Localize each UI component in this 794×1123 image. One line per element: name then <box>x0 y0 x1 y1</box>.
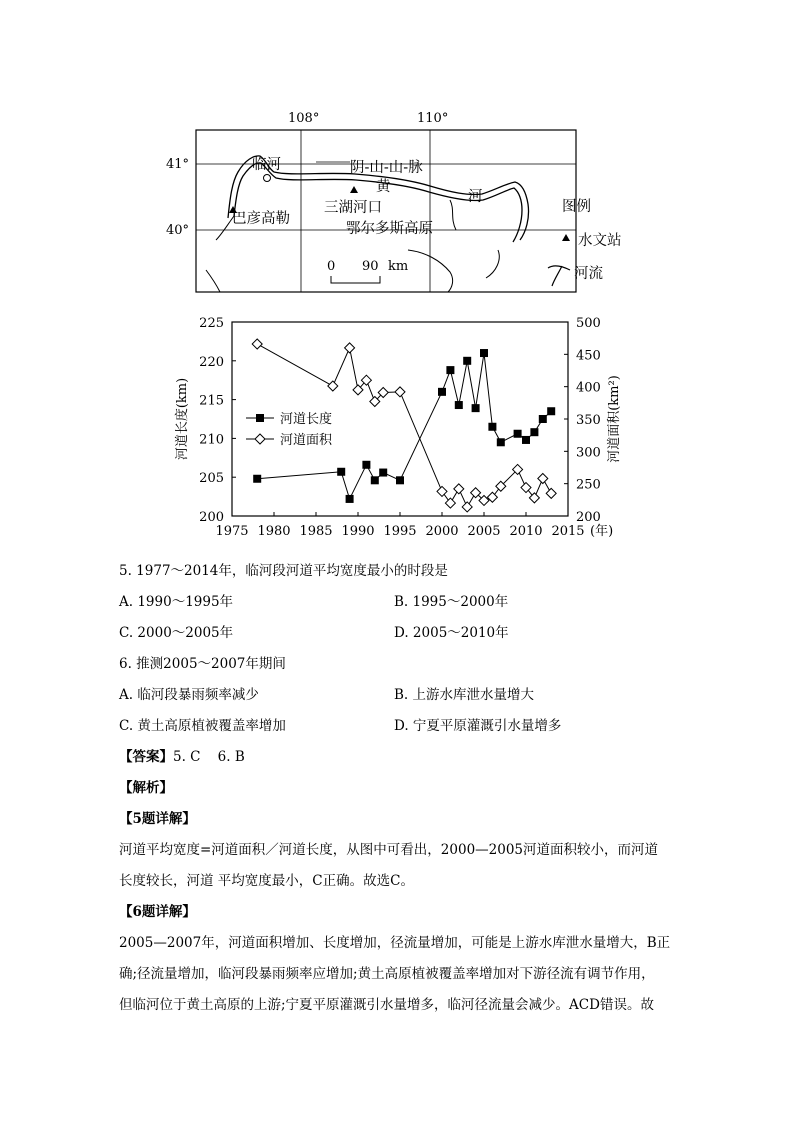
linhe-label: 临河 <box>252 157 281 173</box>
x-tick-label: 1980 <box>257 524 291 539</box>
y-left-tick-label: 205 <box>199 471 224 487</box>
question-6-stem: 6. 推测2005～2007年期间 <box>119 656 286 672</box>
area-point <box>538 473 548 483</box>
detail-5-label: 【5题详解】 <box>119 811 196 827</box>
area-point <box>529 493 539 503</box>
question-5-option-c: C. 2000～2005年 <box>119 625 234 641</box>
y-right-tick-label: 500 <box>576 316 601 331</box>
question-5-option-b: B. 1995～2000年 <box>394 594 509 610</box>
legend-river-label: 河流 <box>574 266 603 282</box>
detail-6-line-2: 确;径流量增加，临河段暴雨频率应增加;黄土高原植被覆盖率增加对下游径流有调节作用， <box>119 966 655 982</box>
length-point <box>455 401 463 409</box>
length-point <box>539 415 547 423</box>
map-figure <box>150 100 670 300</box>
huang-label: 黄 <box>376 179 391 195</box>
question-5-option-a: A. 1990～1995年 <box>119 594 234 610</box>
length-point <box>522 436 530 444</box>
sanhuhekou-label: 三湖河口 <box>324 200 382 216</box>
lat-label-41: 41° <box>166 157 190 172</box>
yinshan-label: 阴-山-山-脉 <box>350 160 423 176</box>
tributary-3 <box>486 250 499 278</box>
area-point <box>345 343 355 353</box>
length-point <box>480 349 488 357</box>
y-right-tick-label: 250 <box>576 477 601 493</box>
x-tick-label: 1990 <box>341 524 375 539</box>
scale-zero: 0 <box>327 259 336 274</box>
area-point <box>521 483 531 493</box>
scale-bar <box>331 276 380 283</box>
analysis-label: 【解析】 <box>119 780 173 796</box>
legend-length-marker <box>256 414 264 422</box>
legend-river-icon <box>548 266 570 286</box>
area-point <box>454 484 464 494</box>
sanhuhekou-station-icon <box>350 186 358 193</box>
legend-station-icon <box>562 234 570 241</box>
tributary-1 <box>450 200 456 230</box>
y-right-tick-label: 400 <box>576 380 601 396</box>
bayangaole-label: 巴彦高勒 <box>232 211 290 227</box>
ordos-label: 鄂尔多斯高原 <box>346 221 433 237</box>
length-point <box>488 423 496 431</box>
question-6-option-a: A. 临河段暴雨频率减少 <box>119 687 259 703</box>
detail-6-line-1: 2005—2007年，河道面积增加、长度增加，径流量增加，可能是上游水库泄水量增大，B正 <box>119 935 671 951</box>
y-right-axis-label: 河道面积(km²) <box>607 375 622 463</box>
length-point <box>371 476 379 484</box>
x-tick-label: 1995 <box>383 524 417 539</box>
x-tick-label: 1975 <box>215 524 249 539</box>
area-point <box>462 502 472 512</box>
y-right-tick-label: 350 <box>576 413 601 428</box>
line-chart <box>160 310 630 550</box>
lat-label-40: 40° <box>166 223 190 238</box>
y-left-tick-label: 225 <box>199 316 224 331</box>
detail-6-label: 【6题详解】 <box>119 904 196 920</box>
linhe-town-icon <box>264 175 271 182</box>
length-point <box>337 468 345 476</box>
length-point <box>396 476 404 484</box>
area-point <box>395 387 405 397</box>
x-tick-label: 2015 <box>551 524 585 539</box>
length-point <box>514 430 522 438</box>
x-tick-label: 2010 <box>509 524 543 539</box>
length-point <box>253 475 261 483</box>
detail-6-line-3: 但临河位于黄土高原的上游;宁夏平原灌溉引水量增多，临河径流量会减少。ACD错误。故 <box>119 997 654 1013</box>
y-right-tick-label: 300 <box>576 445 601 461</box>
lon-label-110: 110° <box>417 111 449 126</box>
y-left-tick-label: 220 <box>199 354 224 370</box>
question-5-option-d: D. 2005～2010年 <box>394 625 509 641</box>
detail-5-line-2: 长度较长，河道 平均宽度最小，C正确。故选C。 <box>119 873 414 889</box>
length-point <box>497 438 505 446</box>
legend-station-label: 水文站 <box>578 233 622 249</box>
area-point <box>546 488 556 498</box>
length-point <box>530 428 538 436</box>
x-tick-label: 1985 <box>299 524 333 539</box>
legend-area-label: 河道面积 <box>280 433 333 448</box>
question-6-option-b: B. 上游水库泄水量增大 <box>394 687 535 703</box>
legend-title: 图例 <box>562 199 591 215</box>
question-5-stem: 5. 1977～2014年，临河段河道平均宽度最小的时段是 <box>119 563 448 579</box>
length-point <box>463 357 471 365</box>
x-tick-label: 2005 <box>467 524 501 539</box>
area-point <box>328 381 338 391</box>
legend-length-label: 河道长度 <box>280 412 333 427</box>
y-left-tick-label: 215 <box>199 393 224 409</box>
y-left-tick-label: 200 <box>199 510 224 525</box>
area-point <box>445 498 455 508</box>
y-left-axis-label: 河道长度(km) <box>175 377 190 461</box>
he-label: 河 <box>468 189 483 205</box>
tributary-5 <box>206 270 220 292</box>
scale-ninety: 90 <box>362 259 379 274</box>
question-6-option-d: D. 宁夏平原灌溉引水量增多 <box>394 718 562 734</box>
x-tick-label: 2000 <box>425 524 459 539</box>
length-point <box>446 366 454 374</box>
length-point <box>547 407 555 415</box>
length-point <box>472 404 480 412</box>
length-point <box>362 461 370 469</box>
answer-line <box>119 748 245 766</box>
y-right-tick-label: 450 <box>576 348 601 364</box>
length-point <box>438 388 446 396</box>
detail-5-line-1: 河道平均宽度=河道面积／河道长度，从图中可看出，2000—2005河道面积较小，而河道 <box>119 842 659 858</box>
y-right-tick-label: 200 <box>576 510 601 525</box>
answer-text: 5. C 6. B <box>173 749 245 765</box>
scale-unit: km <box>388 259 409 274</box>
x-axis-unit: (年) <box>590 524 614 539</box>
length-point <box>346 495 354 503</box>
question-6-option-c: C. 黄土高原植被覆盖率增加 <box>119 718 286 734</box>
answer-label: 【答案】 <box>119 749 173 765</box>
area-point <box>252 339 262 349</box>
y-left-tick-label: 210 <box>199 432 224 448</box>
length-point <box>379 469 387 477</box>
legend-area-marker <box>255 434 265 444</box>
area-point <box>437 486 447 496</box>
lon-label-108: 108° <box>288 111 320 126</box>
